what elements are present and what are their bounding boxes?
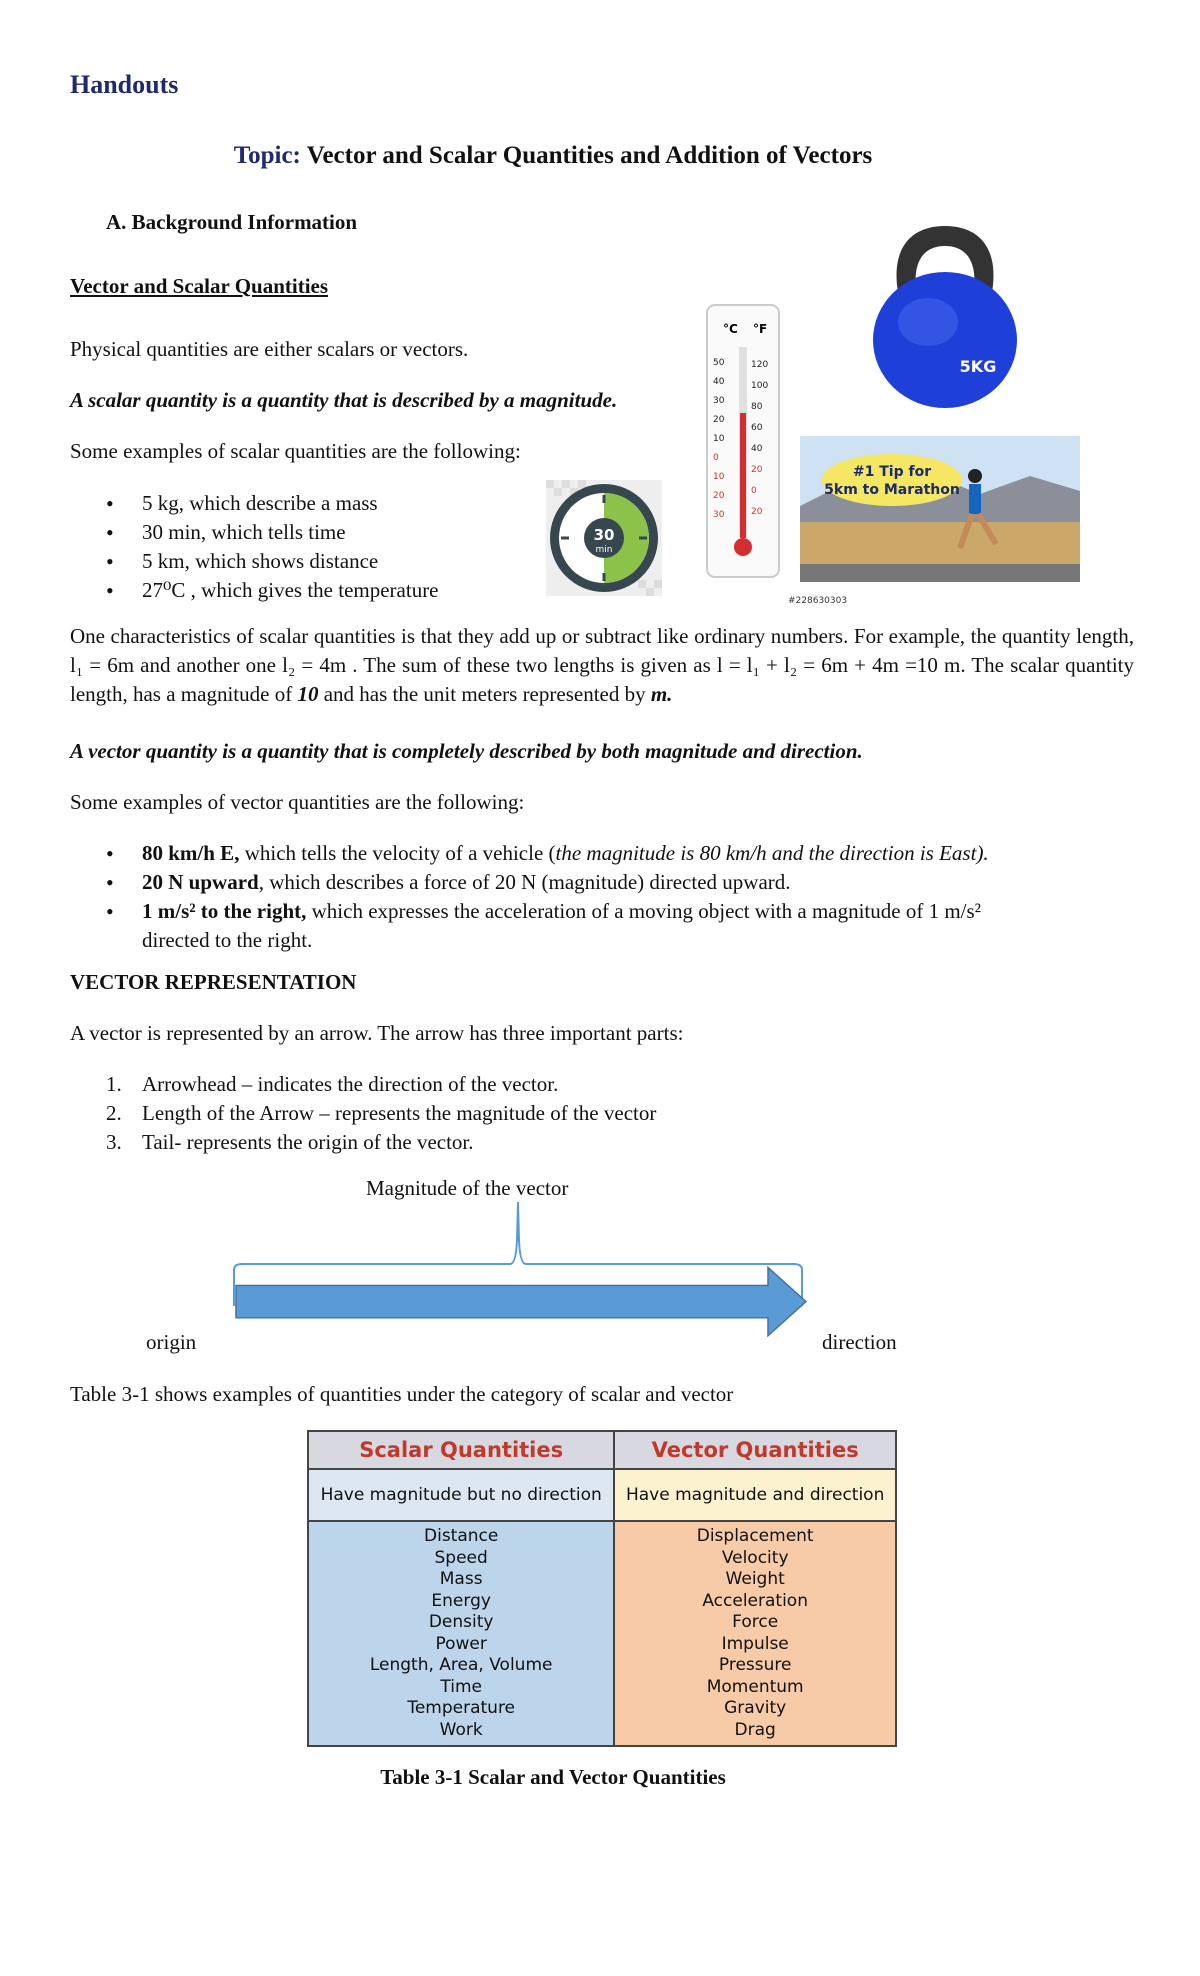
scalar-examples-intro: Some examples of scalar quantities are the following: <box>70 439 521 463</box>
vector-example-bold: 1 m/s² to the right, <box>142 899 307 923</box>
fahrenheit-tick: 40 <box>751 444 763 454</box>
celsius-tick: 10 <box>713 434 725 444</box>
runner-caption-line2: 5km to Marathon <box>824 482 960 498</box>
vector-example-text: which expresses the acceleration of a moving object with a magnitude of 1 m/s² <box>306 899 981 923</box>
celsius-tick: 20 <box>713 415 725 425</box>
scalar-examples-list <box>70 489 439 605</box>
subheading-vector-scalar: Vector and Scalar Quantities <box>70 274 329 298</box>
table-header-scalar: Scalar Quantities <box>308 1431 614 1469</box>
table-item: Distance <box>424 1526 499 1546</box>
table-item: Time <box>440 1676 482 1697</box>
table-item: Length, Area, Volume <box>369 1655 553 1675</box>
table-item: Weight <box>725 1569 785 1589</box>
scalar-description: Have magnitude but no direction <box>308 1469 614 1521</box>
celsius-tick: 30 <box>713 396 725 406</box>
vector-representation-intro: A vector is represented by an arrow. The arrow has three important parts: <box>70 1021 684 1045</box>
list-item <box>70 1099 656 1128</box>
list-item: • 5 kg, which describe a mass <box>70 489 439 518</box>
celsius-tick: 30 <box>713 510 725 520</box>
table-intro: Table 3-1 shows examples of quantities under the category of scalar and vector <box>70 1382 734 1406</box>
list-item <box>70 1128 656 1157</box>
celsius-tick: 50 <box>713 358 725 368</box>
fahrenheit-tick: 20 <box>751 507 763 517</box>
fahrenheit-label: °F <box>753 322 768 336</box>
table-item: Displacement <box>696 1526 814 1546</box>
vector-example-bold: 20 N upward <box>142 870 259 894</box>
table-item: Work <box>439 1719 483 1740</box>
table-item: Power <box>435 1633 487 1654</box>
fahrenheit-tick: 60 <box>751 423 763 433</box>
intro-paragraph: Physical quantities are either scalars or vectors. <box>70 337 469 361</box>
table-item: Gravity <box>724 1698 787 1718</box>
origin-label: origin <box>146 1330 197 1354</box>
magnitude-label: Magnitude of the vector <box>366 1176 569 1200</box>
vector-example-text: which tells the velocity of a vehicle ( <box>239 841 556 865</box>
scalar-char-unit: m. <box>650 682 673 706</box>
vector-representation-heading: VECTOR REPRESENTATION <box>70 970 357 994</box>
stock-id: #228630303 <box>788 596 848 606</box>
item-number: 3. <box>106 1130 122 1154</box>
scalar-definition: A scalar quantity is a quantity that is described by a magnitude. <box>70 388 618 412</box>
item-text: Arrowhead – indicates the direction of the vector. <box>142 1072 559 1096</box>
table-item: Velocity <box>721 1547 789 1568</box>
scalar-list-cell <box>308 1521 614 1746</box>
kettlebell-label: 5KG <box>959 357 997 376</box>
vector-description: Have magnitude and direction <box>614 1469 896 1521</box>
list-item: • 5 km, which shows distance <box>70 547 439 576</box>
item-text: Length of the Arrow – represents the magnitude of the vector <box>142 1101 657 1125</box>
table-caption: Table 3-1 Scalar and Vector Quantities <box>380 1765 726 1789</box>
celsius-tick: 0 <box>713 453 719 463</box>
topic-text: Vector and Scalar Quantities and Addition of Vectors <box>300 142 873 169</box>
fahrenheit-tick: 0 <box>751 486 757 496</box>
table-item: Pressure <box>718 1655 792 1675</box>
celsius-tick: 40 <box>713 377 725 387</box>
table-item: Drag <box>734 1719 776 1740</box>
list-item <box>70 868 1140 897</box>
table-item: Impulse <box>721 1633 789 1654</box>
list-item <box>70 897 1140 955</box>
quantities-table <box>307 1430 897 1747</box>
vector-definition: A vector quantity is a quantity that is completely described by both magnitude and direction. <box>70 739 863 763</box>
fahrenheit-tick: 20 <box>751 465 763 475</box>
list-item <box>70 839 1140 868</box>
scalar-char-mid: and has the unit meters represented by <box>318 682 651 706</box>
table-item: Mass <box>439 1569 483 1589</box>
celsius-tick: 20 <box>713 491 725 501</box>
vector-examples-list <box>70 839 1140 955</box>
table-item: Force <box>732 1612 779 1632</box>
fahrenheit-tick: 80 <box>751 402 763 412</box>
topic-title <box>0 142 1106 170</box>
scalar-char-magnitude: 10 <box>297 682 319 706</box>
scalar-characteristics-paragraph <box>70 622 1134 709</box>
runner-image <box>800 436 1080 582</box>
timer-unit: min <box>595 545 613 555</box>
item-number: 2. <box>106 1101 122 1125</box>
table-item: Energy <box>431 1590 491 1611</box>
arrow-parts-list <box>70 1070 656 1157</box>
vector-arrow <box>236 1267 806 1335</box>
table-item: Temperature <box>407 1698 516 1718</box>
table-item: Speed <box>434 1547 488 1568</box>
timer-image <box>546 480 662 596</box>
page-header: Handouts <box>70 70 179 99</box>
vector-example-bold: 80 km/h E, <box>142 841 240 865</box>
section-heading-a: A. Background Information <box>106 210 358 234</box>
celsius-label: °C <box>723 322 738 336</box>
celsius-tick: 10 <box>713 472 725 482</box>
fahrenheit-tick: 120 <box>751 360 769 370</box>
topic-label: Topic: <box>233 142 301 169</box>
item-text: Tail- represents the origin of the vector. <box>142 1130 474 1154</box>
vector-example-text: , which describes a force of 20 N (magnitude) directed upward. <box>258 870 791 894</box>
fahrenheit-tick: 100 <box>751 381 769 391</box>
direction-label: direction <box>822 1330 897 1354</box>
list-item: • 30 min, which tells time <box>70 518 439 547</box>
runner-caption-line1: #1 Tip for <box>852 464 932 480</box>
table-item: Acceleration <box>702 1590 808 1611</box>
thermometer-image <box>705 303 781 579</box>
table-item: Momentum <box>706 1676 804 1697</box>
table-item: Density <box>428 1612 494 1632</box>
list-item: • 27⁰C , which gives the temperature <box>70 576 439 605</box>
list-item <box>70 1070 656 1099</box>
table-header-vector: Vector Quantities <box>614 1431 896 1469</box>
vector-list-cell <box>614 1521 896 1746</box>
item-number: 1. <box>106 1072 122 1096</box>
vector-example-tail: directed to the right. <box>142 928 313 952</box>
vector-example-italic: the magnitude is 80 km/h and the direction is East). <box>555 841 989 865</box>
vector-arrow-diagram <box>228 1200 818 1350</box>
scalar-char-text: One characteristics of scalar quantities is that they add up or subtract like ordinary numbers. For example, the quantity length, l₁ = 6m and another one l₂ = 4m . The sum of these two lengths is given as l = l₁ + l₂ = 6m + 4m =10 m. The scalar quantity length, has a magnitude of <box>70 624 1134 706</box>
vector-examples-intro: Some examples of vector quantities are the following: <box>70 790 525 814</box>
kettlebell-image <box>868 222 1022 412</box>
timer-value: 30 <box>593 526 615 544</box>
